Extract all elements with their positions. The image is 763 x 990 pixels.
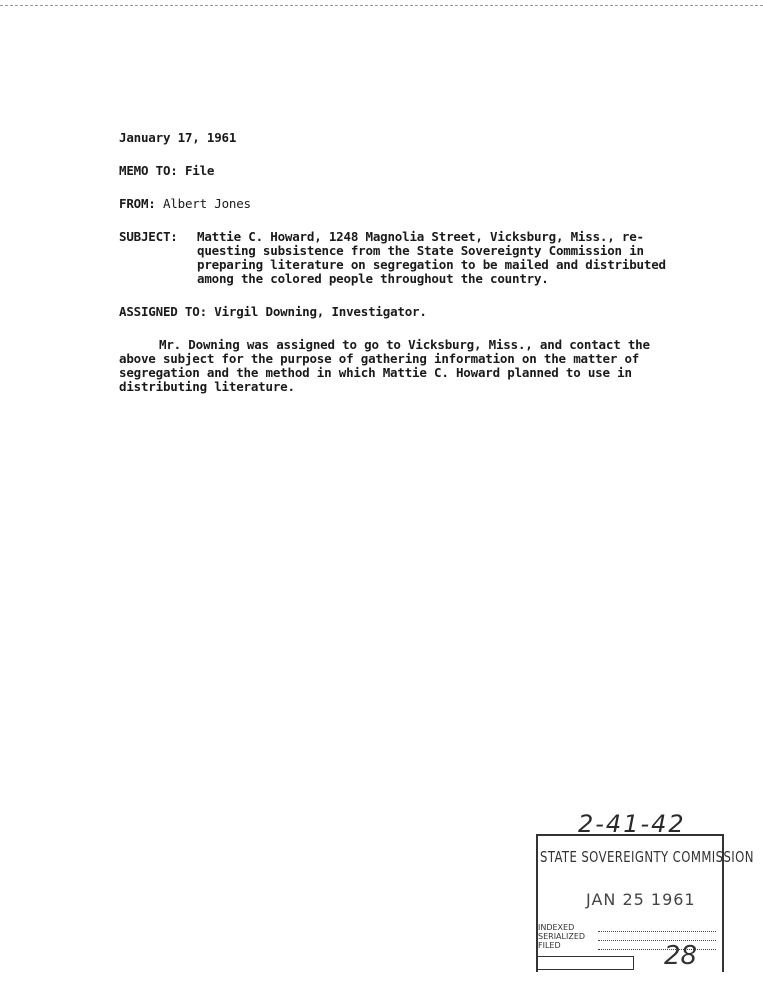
stamp-organization: STATE SOVEREIGNTY COMMISSION: [540, 848, 754, 866]
memo-to: [119, 164, 689, 178]
memo-assigned: [119, 305, 689, 319]
memo-to-label: MEMO TO:: [119, 163, 178, 178]
memo-to-value: File: [184, 163, 215, 178]
stamp-dotted-line: [598, 931, 716, 932]
stamp-field-box: [536, 956, 634, 970]
stamp-dotted-line: [598, 940, 716, 941]
page-top-border: [0, 5, 763, 6]
subject-line: Mattie C. Howard, 1248 Magnolia Street, Vicksburg, Miss., re-: [197, 229, 644, 244]
memo-body: [119, 338, 689, 394]
memo-subject-label: SUBJECT:: [119, 229, 178, 244]
subject-line: questing subsistence from the State Sovereignty Commission in: [197, 243, 644, 258]
stamp-label-indexed: INDEXED: [538, 923, 575, 932]
memo-subject-text: [197, 230, 689, 286]
subject-line: preparing literature on segregation to be mailed and distributed: [197, 257, 666, 272]
memo-subject: [119, 230, 689, 286]
memo-assigned-label: ASSIGNED TO:: [119, 304, 207, 319]
memo-from-value: Albert Jones: [162, 196, 251, 211]
stamp-handwritten-number: 28: [664, 941, 698, 971]
body-line: segregation and the method in which Mattie C. Howard planned to use in: [119, 365, 632, 380]
memo-from: [119, 197, 689, 211]
body-line: Mr. Downing was assigned to go to Vicksburg, Miss., and contact the: [159, 337, 650, 352]
body-line: above subject for the purpose of gathering information on the matter of: [119, 351, 640, 366]
stamp-dotted-line: [598, 949, 716, 950]
subject-line: among the colored people throughout the country.: [197, 271, 549, 286]
stamp-labels: [538, 923, 585, 950]
memo-from-label: FROM:: [119, 196, 156, 211]
stamp-label-filed: FILED: [538, 941, 561, 950]
body-line: distributing literature.: [119, 379, 295, 394]
stamp-file-number: 2-41-42: [578, 810, 686, 838]
stamp-date: JAN 25 1961: [586, 890, 696, 909]
stamp-label-serialized: SERIALIZED: [538, 932, 586, 941]
memo-date: January 17, 1961: [119, 130, 237, 145]
commission-stamp: [536, 810, 754, 975]
memo: [119, 131, 689, 394]
memo-assigned-value: Virgil Downing, Investigator.: [214, 304, 427, 319]
